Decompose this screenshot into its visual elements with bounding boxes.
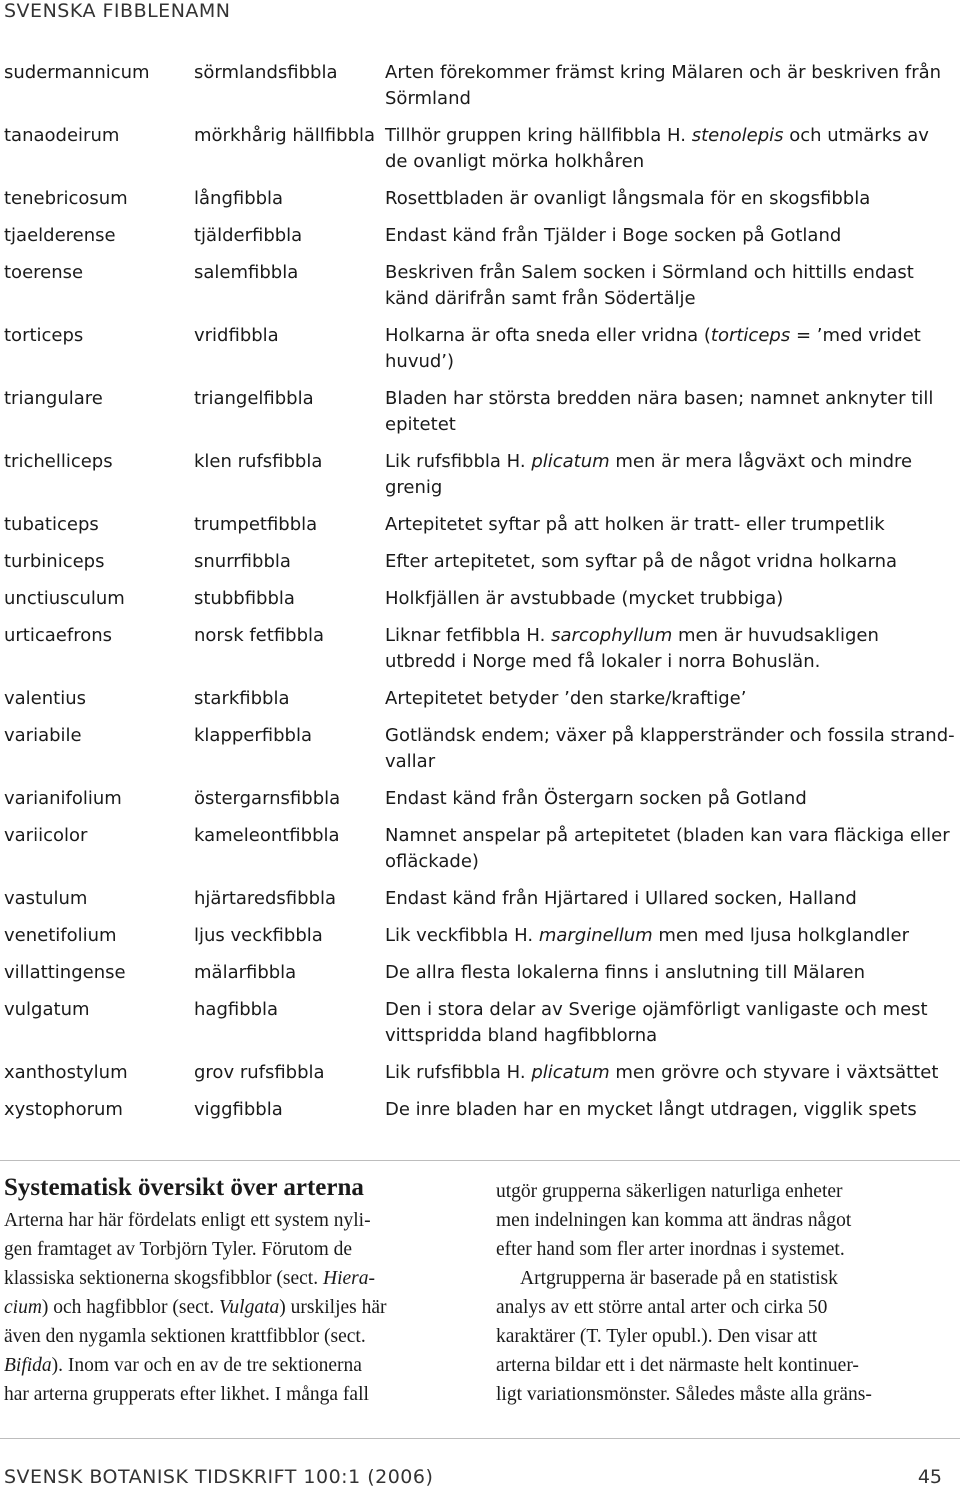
swedish-name: salemfibbla xyxy=(194,262,299,283)
swedish-name: viggfibbla xyxy=(194,1099,283,1120)
page-number: 45 xyxy=(917,1466,942,1488)
latin-epithet: varianifolium xyxy=(4,788,122,809)
latin-epithet: venetifolium xyxy=(4,925,117,946)
latin-epithet: torticeps xyxy=(4,325,84,346)
name-explanation: Efter artepitetet, som syftar på de något vridna holkarna xyxy=(385,551,898,572)
swedish-name: snurrfibbla xyxy=(194,551,291,572)
name-explanation: Beskriven från Salem socken i Sörmland och hittills endast känd därifrån samt från Södertälje xyxy=(385,262,914,309)
latin-epithet: vastulum xyxy=(4,888,88,909)
latin-epithet: variicolor xyxy=(4,825,88,846)
name-explanation: Arten förekommer främst kring Mälaren och är beskriven från Sörmland xyxy=(385,62,942,109)
latin-epithet: vulgatum xyxy=(4,999,90,1020)
latin-epithet: unctiusculum xyxy=(4,588,125,609)
latin-epithet: triangulare xyxy=(4,388,103,409)
running-header: SVENSKA FIBBLENAMN xyxy=(4,0,231,22)
latin-epithet: variabile xyxy=(4,725,82,746)
name-explanation: De inre bladen har en mycket långt utdragen, vigglik spets xyxy=(385,1099,917,1120)
latin-epithet: sudermannicum xyxy=(4,62,150,83)
name-explanation: Den i stora delar av Sverige ojämförligt vanligaste och mest vittspridda bland hagfibblorna xyxy=(385,999,928,1046)
body-column-right xyxy=(496,1177,958,1409)
swedish-name: starkfibbla xyxy=(194,688,290,709)
latin-epithet: villattingense xyxy=(4,962,126,983)
section-title: Systematisk översikt över arterna xyxy=(4,1174,364,1201)
name-explanation: Holkfjällen är avstubbade (mycket trubbiga) xyxy=(385,588,784,609)
swedish-name: kameleontfibbla xyxy=(194,825,340,846)
swedish-name: hagfibbla xyxy=(194,999,279,1020)
name-explanation: Endast känd från Östergarn socken på Gotland xyxy=(385,788,807,809)
name-explanation: Lik rufsfibbla H. plicatum men grövre och styvare i växtsättet xyxy=(385,1062,939,1083)
swedish-name: stubbfibbla xyxy=(194,588,295,609)
latin-epithet: turbiniceps xyxy=(4,551,105,572)
latin-epithet: valentius xyxy=(4,688,87,709)
swedish-name: mörkhårig hällfibbla xyxy=(194,125,376,146)
latin-epithet: xystophorum xyxy=(4,1099,123,1120)
name-explanation: De allra flesta lokalerna finns i anslutning till Mälaren xyxy=(385,962,865,983)
latin-epithet: tubaticeps xyxy=(4,514,99,535)
swedish-name: sörmlandsfibbla xyxy=(194,62,338,83)
name-explanation: Holkarna är ofta sneda eller vridna (torticeps = ’med vridet huvud’) xyxy=(385,325,921,372)
name-explanation: Artepitetet betyder ’den starke/kraftige’ xyxy=(385,688,747,709)
name-explanation: Namnet anspelar på artepitetet (bladen kan vara fläckiga eller ofläckade) xyxy=(385,825,950,872)
name-explanation: Endast känd från Tjälder i Boge socken på Gotland xyxy=(385,225,842,246)
body-column-left xyxy=(4,1206,464,1409)
swedish-name: grov rufsfibbla xyxy=(194,1062,325,1083)
swedish-name: klapperfibbla xyxy=(194,725,313,746)
name-explanation: Gotländsk endem; växer på klapperstränder och fossila strand-vallar xyxy=(385,725,955,772)
latin-epithet: trichelliceps xyxy=(4,451,113,472)
swedish-name: triangelfibbla xyxy=(194,388,314,409)
swedish-name: ljus veckfibbla xyxy=(194,925,323,946)
latin-epithet: urticaefrons xyxy=(4,625,113,646)
name-explanation: Artepitetet syftar på att holken är tratt- eller trumpetlik xyxy=(385,514,885,535)
name-explanation: Tillhör gruppen kring hällfibbla H. stenolepis och utmärks av de ovanligt mörka holkhåren xyxy=(385,125,929,172)
name-explanation: Rosettbladen är ovanligt långsmala för en skogsfibbla xyxy=(385,188,871,209)
body-paragraph: utgör grupperna säkerligen naturliga enheter men indelningen kan komma att ändras något efter hand som fler arter inordnas i systemet. xyxy=(496,1181,852,1260)
swedish-name: tjälderfibbla xyxy=(194,225,303,246)
body-paragraph: Arterna har här fördelats enligt ett system nyli- gen framtaget av Torbjörn Tyler. Förutom de klassiska sektionerna skogsfibblor (sect. Hiera- cium) och hagfibblor (sect. Vulgata) urskiljes här även den nygamla sektionen krattfibblor (sect. Bifida). Inom var och en av de tre sektionerna har arterna grupperats efter likhet. I många fall xyxy=(4,1210,387,1405)
name-explanation: Lik veckfibbla H. marginellum men med ljusa holkglandler xyxy=(385,925,910,946)
latin-epithet: xanthostylum xyxy=(4,1062,128,1083)
swedish-name: trumpetfibbla xyxy=(194,514,318,535)
swedish-name: långfibbla xyxy=(194,188,284,209)
name-explanation: Bladen har största bredden nära basen; namnet anknyter till epitetet xyxy=(385,388,934,435)
name-explanation: Lik rufsfibbla H. plicatum men är mera lågväxt och mindre grenig xyxy=(385,451,913,498)
divider-bottom xyxy=(0,1438,960,1439)
latin-epithet: tenebricosum xyxy=(4,188,128,209)
swedish-name: vridfibbla xyxy=(194,325,279,346)
swedish-name: klen rufsfibbla xyxy=(194,451,323,472)
swedish-name: mälarfibbla xyxy=(194,962,297,983)
divider-top xyxy=(0,1160,960,1161)
body-paragraph: Artgrupperna är baserade på en statistisk analys av ett större antal arter och cirka 50 karaktärer (T. Tyler opubl.). Den visar att arterna bildar ett i det närmaste helt kontinuer- ligt variationsmönster. Således måste alla gräns- xyxy=(496,1268,872,1405)
latin-epithet: tjaelderense xyxy=(4,225,116,246)
latin-epithet: tanaodeirum xyxy=(4,125,120,146)
name-explanation: Endast känd från Hjärtared i Ullared socken, Halland xyxy=(385,888,857,909)
swedish-name: östergarnsfibbla xyxy=(194,788,341,809)
swedish-name: norsk fetfibbla xyxy=(194,625,325,646)
latin-epithet: toerense xyxy=(4,262,84,283)
journal-citation: SVENSK BOTANISK TIDSKRIFT 100:1 (2006) xyxy=(4,1466,434,1488)
name-explanation: Liknar fetfibbla H. sarcophyllum men är huvudsakligen utbredd i Norge med få lokaler i norra Bohuslän. xyxy=(385,625,879,672)
swedish-name: hjärtaredsfibbla xyxy=(194,888,337,909)
